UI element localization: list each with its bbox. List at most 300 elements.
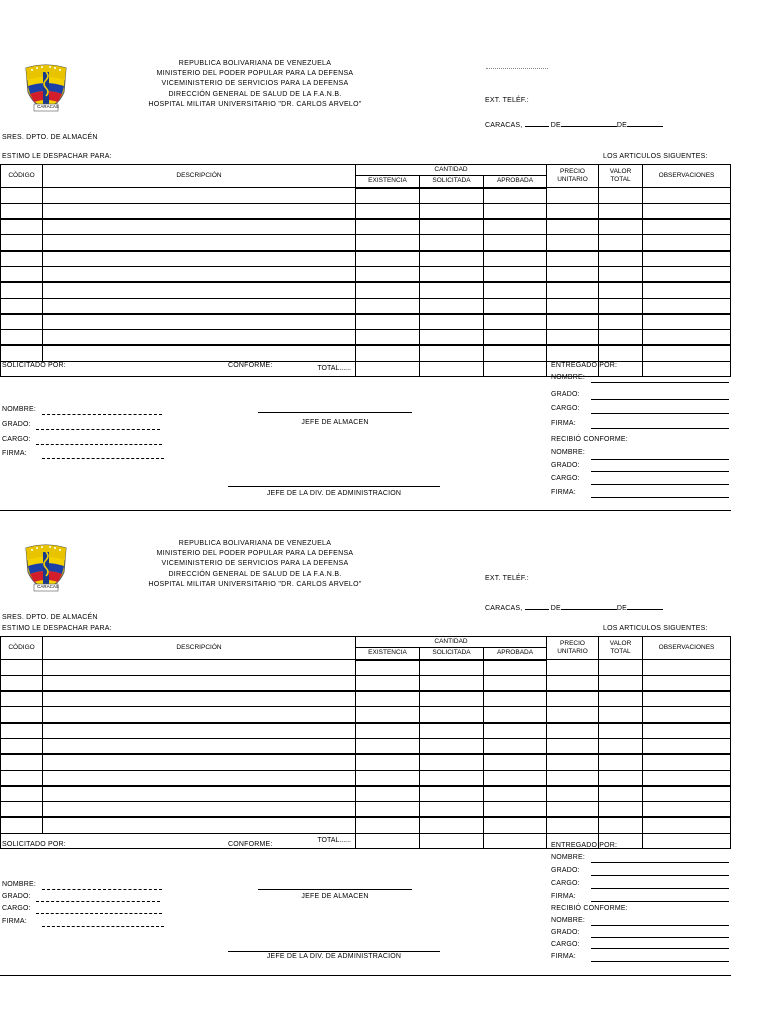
total-cell[interactable] <box>643 361 731 376</box>
table-cell[interactable] <box>420 723 484 739</box>
table-cell[interactable] <box>43 786 356 802</box>
table-row <box>1 188 731 204</box>
table-cell[interactable] <box>484 754 547 770</box>
col-descripcion: DESCRIPCIÓN <box>43 165 356 188</box>
items-table <box>0 164 731 377</box>
entregado-cargo-field[interactable] <box>591 888 729 889</box>
table-cell[interactable] <box>484 266 547 282</box>
table-cell[interactable] <box>547 738 599 754</box>
header-line: HOSPITAL MILITAR UNIVERSITARIO "DR. CARLOS ARVELO" <box>148 100 362 108</box>
form-divider <box>0 975 731 976</box>
table-cell[interactable] <box>643 707 731 723</box>
table-cell[interactable] <box>356 251 420 267</box>
table-cell[interactable] <box>420 675 484 691</box>
table-cell[interactable] <box>420 660 484 676</box>
table-cell[interactable] <box>420 817 484 833</box>
table-cell[interactable] <box>547 298 599 314</box>
table-cell[interactable] <box>1 298 43 314</box>
nombre-label: NOMBRE: <box>2 881 37 888</box>
table-cell[interactable] <box>547 219 599 235</box>
solicitado-firma-field[interactable] <box>42 458 164 459</box>
entregado-nombre-field[interactable] <box>591 382 729 383</box>
table-cell[interactable] <box>1 817 43 833</box>
date-line <box>485 120 663 129</box>
header-line: HOSPITAL MILITAR UNIVERSITARIO "DR. CARLOS ARVELO" <box>148 580 362 588</box>
solicitado-grado-field[interactable] <box>36 901 160 902</box>
table-cell[interactable] <box>547 203 599 219</box>
table-cell[interactable] <box>356 723 420 739</box>
recibio-cargo-field[interactable] <box>591 948 729 949</box>
table-cell[interactable] <box>43 219 356 235</box>
table-cell[interactable] <box>599 691 643 707</box>
total-cell[interactable] <box>643 833 731 848</box>
table-cell[interactable] <box>484 282 547 298</box>
sres-label: SRES. DPTO. DE ALMACÉN <box>2 614 98 621</box>
table-cell[interactable] <box>356 707 420 723</box>
table-cell[interactable] <box>43 723 356 739</box>
table-cell[interactable] <box>484 786 547 802</box>
table-row <box>1 675 731 691</box>
entregado-nombre-field[interactable] <box>591 862 729 863</box>
table-cell[interactable] <box>356 266 420 282</box>
table-cell[interactable] <box>43 298 356 314</box>
col-observaciones: OBSERVACIONES <box>643 637 731 660</box>
table-row <box>1 203 731 219</box>
table-cell[interactable] <box>43 802 356 818</box>
entregado-grado-field[interactable] <box>591 875 729 876</box>
table-cell[interactable] <box>484 723 547 739</box>
table-row <box>1 282 731 298</box>
total-cell[interactable] <box>484 833 547 848</box>
table-cell[interactable] <box>547 786 599 802</box>
firma-label: FIRMA: <box>2 918 27 925</box>
table-cell[interactable] <box>1 266 43 282</box>
nombre-label: NOMBRE: <box>551 917 586 924</box>
table-cell[interactable] <box>599 203 643 219</box>
solicitado-label: SOLICITADO POR: <box>2 362 66 369</box>
table-cell[interactable] <box>1 802 43 818</box>
jefe-almacen-label: JEFE DE ALMACEN <box>301 419 369 426</box>
total-label: TOTAL...... <box>1 361 356 376</box>
entregado-grado-field[interactable] <box>591 399 729 400</box>
cargo-label: CARGO: <box>551 880 580 887</box>
table-cell[interactable] <box>1 738 43 754</box>
recibio-nombre-field[interactable] <box>591 925 729 926</box>
jefe-almacen-signature-line[interactable] <box>258 889 412 890</box>
table-cell[interactable] <box>484 675 547 691</box>
table-cell[interactable] <box>599 817 643 833</box>
col-existencia: EXISTENCIA <box>356 648 420 660</box>
table-cell[interactable] <box>599 330 643 346</box>
table-cell[interactable] <box>484 314 547 330</box>
cargo-label: CARGO: <box>2 905 31 912</box>
solicitado-nombre-field[interactable] <box>42 414 162 415</box>
entregado-cargo-field[interactable] <box>591 413 729 414</box>
table-cell[interactable] <box>484 345 547 361</box>
items-table <box>0 636 731 849</box>
table-cell[interactable] <box>43 188 356 204</box>
table-cell[interactable] <box>643 203 731 219</box>
table-cell[interactable] <box>1 235 43 251</box>
table-cell[interactable] <box>356 691 420 707</box>
table-cell[interactable] <box>643 235 731 251</box>
solicitado-firma-field[interactable] <box>42 926 164 927</box>
grado-label: GRADO: <box>2 893 31 900</box>
date-day-field[interactable] <box>525 603 549 610</box>
table-cell[interactable] <box>643 786 731 802</box>
date-year-field[interactable] <box>627 603 663 610</box>
table-cell[interactable] <box>420 707 484 723</box>
table-cell[interactable] <box>420 691 484 707</box>
table-row <box>1 298 731 314</box>
table-cell[interactable] <box>356 330 420 346</box>
table-cell[interactable] <box>599 660 643 676</box>
item-rows <box>1 188 731 362</box>
table-cell[interactable] <box>420 754 484 770</box>
table-cell[interactable] <box>43 345 356 361</box>
table-cell[interactable] <box>643 314 731 330</box>
table-cell[interactable] <box>43 266 356 282</box>
requisition-number-field[interactable] <box>486 68 548 69</box>
cargo-label: CARGO: <box>2 436 31 443</box>
table-cell[interactable] <box>547 188 599 204</box>
date-line <box>485 603 663 612</box>
table-cell[interactable] <box>547 345 599 361</box>
table-cell[interactable] <box>484 738 547 754</box>
table-cell[interactable] <box>43 691 356 707</box>
jefe-almacen-signature-line[interactable] <box>258 412 412 413</box>
table-cell[interactable] <box>1 723 43 739</box>
col-observaciones: OBSERVACIONES <box>643 165 731 188</box>
table-cell[interactable] <box>547 235 599 251</box>
total-cell[interactable] <box>356 361 420 376</box>
date-month-field[interactable] <box>561 603 617 610</box>
solicitado-cargo-field[interactable] <box>36 444 162 445</box>
table-cell[interactable] <box>599 266 643 282</box>
nombre-label: NOMBRE: <box>551 449 586 456</box>
table-cell[interactable] <box>484 770 547 786</box>
conforme-label: CONFORME: <box>228 362 273 369</box>
col-precio-unitario: PRECIO UNITARIO <box>547 637 599 660</box>
de-label: DE <box>616 122 627 129</box>
table-cell[interactable] <box>547 251 599 267</box>
table-cell[interactable] <box>356 188 420 204</box>
table-cell[interactable] <box>643 802 731 818</box>
col-aprobada: APROBADA <box>484 648 547 660</box>
table-cell[interactable] <box>643 691 731 707</box>
table-cell[interactable] <box>420 298 484 314</box>
table-cell[interactable] <box>420 266 484 282</box>
table-cell[interactable] <box>599 738 643 754</box>
table-cell[interactable] <box>599 235 643 251</box>
table-cell[interactable] <box>484 219 547 235</box>
table-cell[interactable] <box>643 298 731 314</box>
table-cell[interactable] <box>484 817 547 833</box>
table-row <box>1 770 731 786</box>
table-cell[interactable] <box>547 707 599 723</box>
table-row <box>1 723 731 739</box>
table-cell[interactable] <box>547 802 599 818</box>
articulos-label: LOS ARTICULOS SIGUENTES: <box>603 153 708 160</box>
table-cell[interactable] <box>1 314 43 330</box>
table-cell[interactable] <box>599 675 643 691</box>
table-cell[interactable] <box>643 723 731 739</box>
table-cell[interactable] <box>484 235 547 251</box>
recibio-firma-field[interactable] <box>591 961 729 962</box>
col-codigo: CÓDIGO <box>1 637 43 660</box>
table-cell[interactable] <box>599 786 643 802</box>
table-cell[interactable] <box>599 282 643 298</box>
table-cell[interactable] <box>547 266 599 282</box>
table-cell[interactable] <box>1 251 43 267</box>
de-label: DE <box>616 605 627 612</box>
nombre-label: NOMBRE: <box>551 374 586 381</box>
table-cell[interactable] <box>599 754 643 770</box>
table-cell[interactable] <box>643 282 731 298</box>
grado-label: GRADO: <box>551 929 580 936</box>
table-cell[interactable] <box>1 707 43 723</box>
table-cell[interactable] <box>1 675 43 691</box>
entregado-label: ENTREGADO POR: <box>551 842 618 849</box>
cargo-label: CARGO: <box>551 475 580 482</box>
table-cell[interactable] <box>599 314 643 330</box>
table-cell[interactable] <box>547 770 599 786</box>
table-cell[interactable] <box>43 770 356 786</box>
table-cell[interactable] <box>484 251 547 267</box>
table-cell[interactable] <box>484 802 547 818</box>
table-cell[interactable] <box>420 282 484 298</box>
table-cell[interactable] <box>547 754 599 770</box>
table-cell[interactable] <box>43 660 356 676</box>
table-cell[interactable] <box>643 660 731 676</box>
table-cell[interactable] <box>1 203 43 219</box>
table-row <box>1 345 731 361</box>
table-cell[interactable] <box>420 235 484 251</box>
sres-label: SRES. DPTO. DE ALMACÉN <box>2 134 98 141</box>
col-precio-unitario: PRECIO UNITARIO <box>547 165 599 188</box>
table-cell[interactable] <box>599 219 643 235</box>
total-cell[interactable] <box>420 361 484 376</box>
table-cell[interactable] <box>43 314 356 330</box>
table-cell[interactable] <box>643 770 731 786</box>
table-cell[interactable] <box>1 188 43 204</box>
col-cantidad: CANTIDAD <box>356 637 547 648</box>
total-cell[interactable] <box>420 833 484 848</box>
table-cell[interactable] <box>547 675 599 691</box>
item-rows <box>1 660 731 834</box>
table-cell[interactable] <box>356 203 420 219</box>
table-cell[interactable] <box>484 298 547 314</box>
table-cell[interactable] <box>599 188 643 204</box>
table-cell[interactable] <box>43 675 356 691</box>
requisition-form-1 <box>0 0 768 497</box>
header-line: DIRECCIÓN GENERAL DE SALUD DE LA F.A.N.B. <box>168 90 342 98</box>
seal-caption: CARACAS <box>37 104 59 109</box>
table-cell[interactable] <box>484 660 547 676</box>
table-row <box>1 219 731 235</box>
col-cantidad: CANTIDAD <box>356 165 547 176</box>
table-cell[interactable] <box>643 738 731 754</box>
table-cell[interactable] <box>599 770 643 786</box>
table-cell[interactable] <box>356 770 420 786</box>
total-cell[interactable] <box>356 833 420 848</box>
cargo-label: CARGO: <box>551 405 580 412</box>
header-line: DIRECCIÓN GENERAL DE SALUD DE LA F.A.N.B. <box>168 570 342 578</box>
table-cell[interactable] <box>484 330 547 346</box>
table-cell[interactable] <box>599 298 643 314</box>
table-cell[interactable] <box>356 675 420 691</box>
table-cell[interactable] <box>1 770 43 786</box>
table-cell[interactable] <box>484 691 547 707</box>
table-cell[interactable] <box>356 314 420 330</box>
table-cell[interactable] <box>547 282 599 298</box>
table-cell[interactable] <box>356 660 420 676</box>
table-cell[interactable] <box>643 345 731 361</box>
grado-label: GRADO: <box>2 421 31 428</box>
table-row <box>1 660 731 676</box>
table-cell[interactable] <box>484 707 547 723</box>
col-codigo: CÓDIGO <box>1 165 43 188</box>
table-cell[interactable] <box>643 188 731 204</box>
table-row <box>1 266 731 282</box>
table-cell[interactable] <box>420 188 484 204</box>
table-cell[interactable] <box>356 754 420 770</box>
header-line: MINISTERIO DEL PODER POPULAR PARA LA DEFENSA <box>156 550 354 558</box>
jefe-almacen-label: JEFE DE ALMACEN <box>301 893 369 900</box>
table-cell[interactable] <box>420 314 484 330</box>
table-cell[interactable] <box>643 330 731 346</box>
table-cell[interactable] <box>484 203 547 219</box>
table-cell[interactable] <box>643 817 731 833</box>
table-row <box>1 817 731 833</box>
recibio-grado-field[interactable] <box>591 937 729 938</box>
table-cell[interactable] <box>599 345 643 361</box>
table-cell[interactable] <box>356 817 420 833</box>
entregado-firma-field[interactable] <box>591 428 729 429</box>
table-cell[interactable] <box>420 203 484 219</box>
table-cell[interactable] <box>599 723 643 739</box>
table-cell[interactable] <box>420 802 484 818</box>
date-month-field[interactable] <box>561 120 617 127</box>
col-solicitada: SOLICITADA <box>420 648 484 660</box>
date-day-field[interactable] <box>525 120 549 127</box>
table-cell[interactable] <box>643 219 731 235</box>
col-existencia: EXISTENCIA <box>356 176 420 188</box>
table-cell[interactable] <box>1 660 43 676</box>
table-cell[interactable] <box>1 219 43 235</box>
recibio-grado-field[interactable] <box>591 471 729 472</box>
table-cell[interactable] <box>1 786 43 802</box>
table-row <box>1 251 731 267</box>
table-cell[interactable] <box>356 219 420 235</box>
table-row <box>1 786 731 802</box>
firma-label: FIRMA: <box>551 953 576 960</box>
header-line: REPUBLICA BOLIVARIANA DE VENEZUELA <box>178 60 332 67</box>
table-cell[interactable] <box>420 330 484 346</box>
table-cell[interactable] <box>356 738 420 754</box>
table-cell[interactable] <box>643 266 731 282</box>
table-cell[interactable] <box>43 203 356 219</box>
solicitado-grado-field[interactable] <box>36 429 160 430</box>
table-cell[interactable] <box>356 235 420 251</box>
table-cell[interactable] <box>1 691 43 707</box>
table-cell[interactable] <box>43 282 356 298</box>
ext-label: EXT. TELÉF.: <box>485 575 529 582</box>
entregado-firma-field[interactable] <box>591 901 729 902</box>
nombre-label: NOMBRE: <box>551 854 586 861</box>
requisition-form-2 <box>0 480 768 960</box>
grado-label: GRADO: <box>551 391 580 398</box>
table-cell[interactable] <box>1 282 43 298</box>
table-cell[interactable] <box>484 188 547 204</box>
grado-label: GRADO: <box>551 462 580 469</box>
table-cell[interactable] <box>43 754 356 770</box>
table-cell[interactable] <box>1 754 43 770</box>
table-cell[interactable] <box>356 802 420 818</box>
header-line: MINISTERIO DEL PODER POPULAR PARA LA DEFENSA <box>156 70 354 78</box>
table-cell[interactable] <box>356 282 420 298</box>
table-cell[interactable] <box>599 707 643 723</box>
solicitado-cargo-field[interactable] <box>36 913 162 914</box>
table-cell[interactable] <box>599 802 643 818</box>
table-cell[interactable] <box>43 251 356 267</box>
table-cell[interactable] <box>547 817 599 833</box>
table-cell[interactable] <box>43 738 356 754</box>
table-cell[interactable] <box>356 345 420 361</box>
table-cell[interactable] <box>547 691 599 707</box>
cargo-label: CARGO: <box>551 941 580 948</box>
table-cell[interactable] <box>420 738 484 754</box>
table-cell[interactable] <box>356 298 420 314</box>
table-cell[interactable] <box>643 754 731 770</box>
solicitado-label: SOLICITADO POR: <box>2 841 66 848</box>
table-cell[interactable] <box>1 345 43 361</box>
firma-label: FIRMA: <box>551 893 576 900</box>
table-cell[interactable] <box>547 330 599 346</box>
institution-header <box>110 539 400 590</box>
date-year-field[interactable] <box>627 120 663 127</box>
conforme-label: CONFORME: <box>228 841 273 848</box>
table-cell[interactable] <box>643 675 731 691</box>
table-cell[interactable] <box>43 817 356 833</box>
table-cell[interactable] <box>420 251 484 267</box>
table-cell[interactable] <box>547 723 599 739</box>
table-cell[interactable] <box>43 707 356 723</box>
header-line: REPUBLICA BOLIVARIANA DE VENEZUELA <box>178 540 332 547</box>
table-cell[interactable] <box>599 251 643 267</box>
table-row <box>1 754 731 770</box>
table-cell[interactable] <box>547 660 599 676</box>
solicitado-nombre-field[interactable] <box>42 889 162 890</box>
table-cell[interactable] <box>643 251 731 267</box>
de-label: DE <box>550 605 561 612</box>
table-cell[interactable] <box>420 345 484 361</box>
table-cell[interactable] <box>1 330 43 346</box>
table-cell[interactable] <box>420 219 484 235</box>
firma-label: FIRMA: <box>551 489 576 496</box>
table-cell[interactable] <box>43 330 356 346</box>
table-cell[interactable] <box>547 314 599 330</box>
table-row <box>1 235 731 251</box>
total-cell[interactable] <box>484 361 547 376</box>
table-cell[interactable] <box>356 786 420 802</box>
estimo-label: ESTIMO LE DESPACHAR PARA: <box>2 153 112 160</box>
table-cell[interactable] <box>43 235 356 251</box>
jefe-admin-signature-line[interactable] <box>228 951 440 952</box>
table-cell[interactable] <box>420 786 484 802</box>
table-cell[interactable] <box>420 770 484 786</box>
recibio-nombre-field[interactable] <box>591 459 729 460</box>
